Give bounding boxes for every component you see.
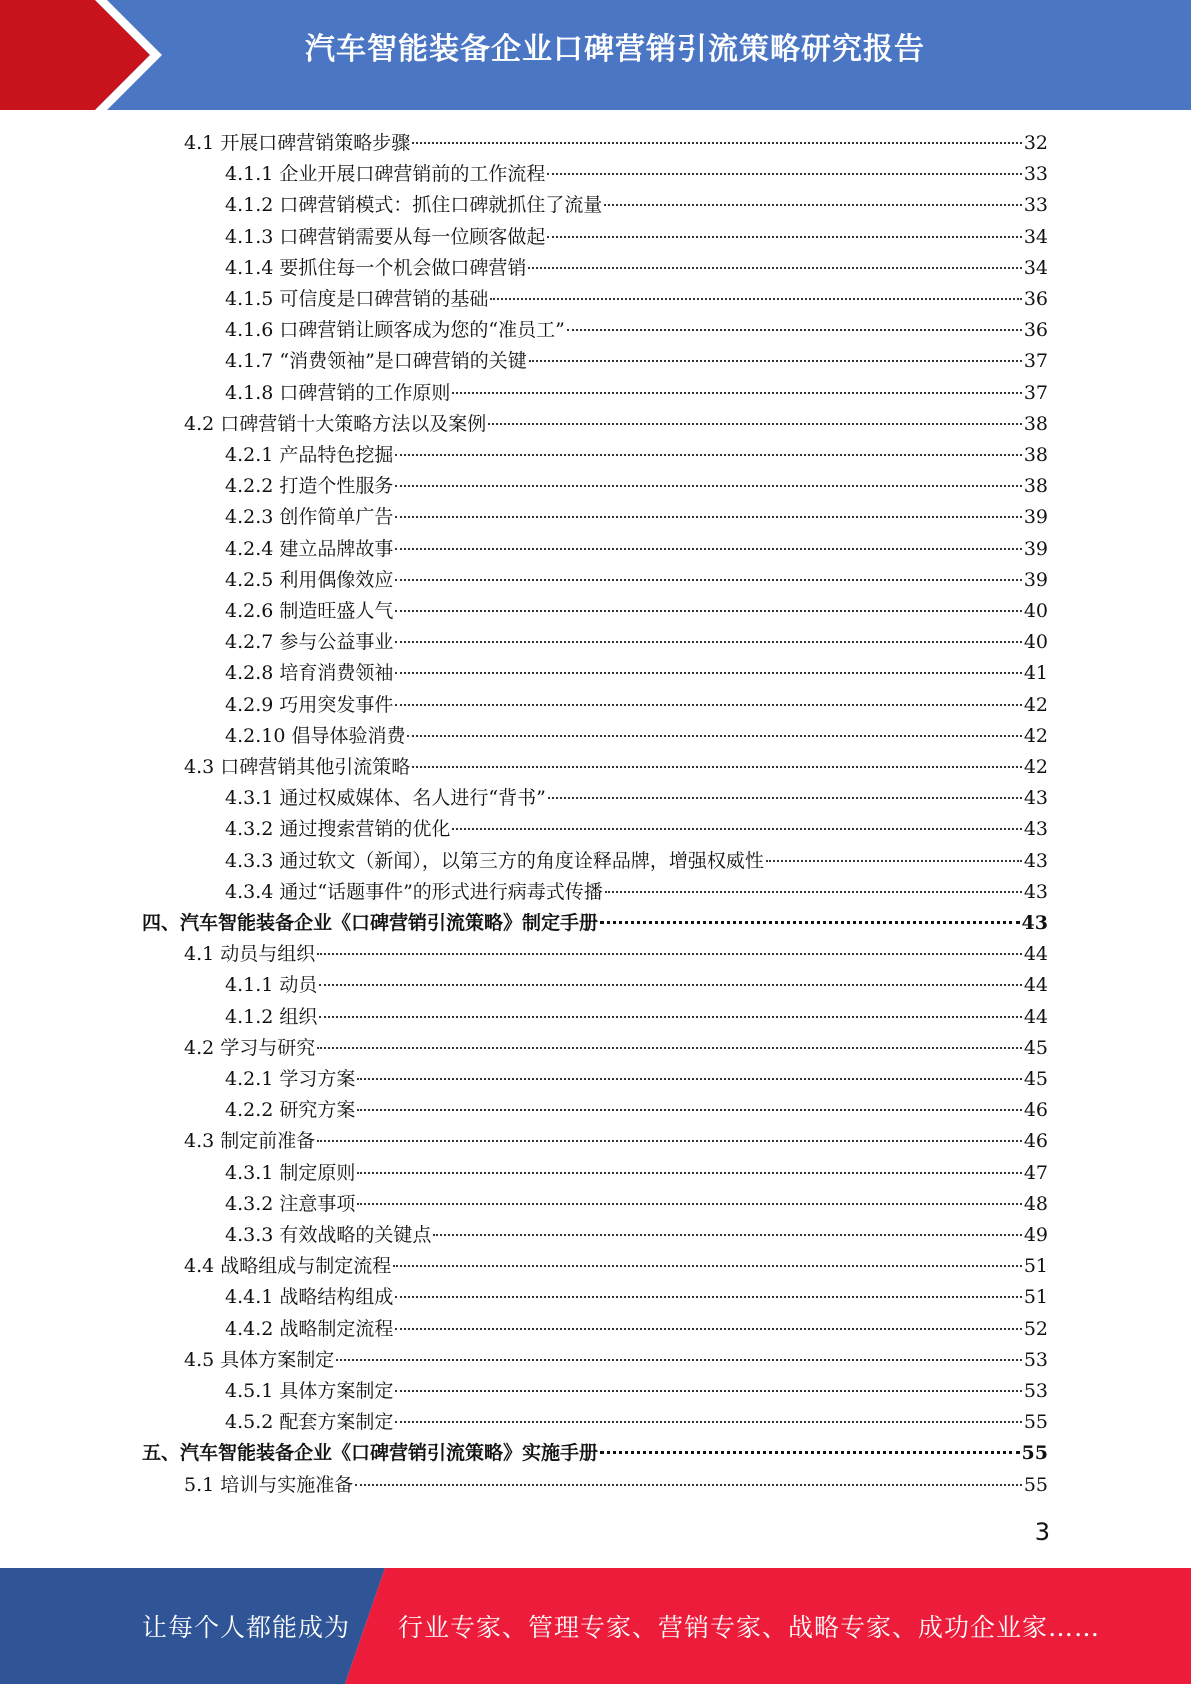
toc-entry-page: 40 bbox=[1023, 631, 1048, 653]
toc-entry-number: 4.4 bbox=[184, 1255, 215, 1277]
toc-entry-title: 注意事项 bbox=[279, 1193, 356, 1215]
toc-entry-page: 46 bbox=[1023, 1099, 1048, 1121]
toc-entry[interactable] bbox=[184, 939, 1048, 970]
toc-entry[interactable] bbox=[225, 877, 1048, 908]
toc-entry-title: 口碑营销十大策略方法以及案例 bbox=[220, 413, 487, 435]
toc-entry-title: 五、汽车智能装备企业《口碑营销引流策略》实施手册 bbox=[142, 1442, 599, 1464]
toc-entry[interactable] bbox=[225, 440, 1048, 471]
toc-entry[interactable] bbox=[225, 159, 1048, 190]
toc-entry-title: 口碑营销其他引流策略 bbox=[220, 756, 411, 778]
toc-entry-number: 4.2.1 bbox=[225, 444, 274, 466]
toc-entry[interactable] bbox=[225, 284, 1048, 315]
toc-entry-number: 4.1.2 bbox=[225, 1006, 274, 1028]
toc-entry-page: 55 bbox=[1023, 1411, 1048, 1433]
toc-entry-number: 4.1.2 bbox=[225, 194, 274, 216]
toc-dot-leader bbox=[600, 1451, 1020, 1454]
toc-entry-page: 39 bbox=[1023, 538, 1048, 560]
toc-entry-title: 动员 bbox=[279, 974, 318, 996]
toc-entry-title: 有效战略的关键点 bbox=[279, 1224, 432, 1246]
toc-entry-number: 4.2.7 bbox=[225, 631, 274, 653]
toc-dot-leader bbox=[317, 953, 1022, 955]
toc-entry-number: 4.1.4 bbox=[225, 257, 274, 279]
toc-dot-leader bbox=[529, 360, 1022, 362]
toc-dot-leader bbox=[357, 1203, 1021, 1205]
toc-entry-page: 32 bbox=[1023, 132, 1048, 154]
toc-entry-title: 制造旺盛人气 bbox=[279, 600, 394, 622]
toc-dot-leader bbox=[319, 1016, 1021, 1018]
toc-entry-title: 培育消费领袖 bbox=[279, 662, 394, 684]
toc-entry-number: 4.2 bbox=[184, 413, 215, 435]
toc-dot-leader bbox=[600, 921, 1020, 924]
toc-entry-number: 4.1.5 bbox=[225, 288, 274, 310]
toc-dot-leader bbox=[395, 672, 1021, 674]
toc-entry-number: 4.2.9 bbox=[225, 694, 274, 716]
toc-entry-title: 通过搜索营销的优化 bbox=[279, 818, 451, 840]
toc-entry[interactable] bbox=[184, 128, 1048, 159]
toc-entry-number: 4.3.1 bbox=[225, 787, 274, 809]
toc-entry-title: 开展口碑营销策略步骤 bbox=[220, 132, 411, 154]
page-number: 3 bbox=[1034, 1518, 1050, 1546]
toc-entry-title: 通过“话题事件”的形式进行病毒式传播 bbox=[279, 881, 603, 903]
toc-entry-page: 36 bbox=[1023, 319, 1048, 341]
toc-entry-page: 34 bbox=[1023, 226, 1048, 248]
toc-entry-page: 51 bbox=[1023, 1286, 1048, 1308]
toc-entry[interactable] bbox=[225, 1158, 1048, 1189]
toc-dot-leader bbox=[395, 516, 1021, 518]
toc-entry[interactable] bbox=[225, 471, 1048, 502]
toc-entry-title: 四、汽车智能装备企业《口碑营销引流策略》制定手册 bbox=[142, 912, 599, 934]
toc-dot-leader bbox=[528, 267, 1021, 269]
toc-entry[interactable] bbox=[225, 814, 1048, 845]
toc-entry-number: 4.3.4 bbox=[225, 881, 274, 903]
toc-entry[interactable] bbox=[184, 1033, 1048, 1064]
toc-entry-title: 制定原则 bbox=[279, 1162, 356, 1184]
toc-entry-title: 可信度是口碑营销的基础 bbox=[279, 288, 489, 310]
toc-entry-number: 4.3.1 bbox=[225, 1162, 274, 1184]
toc-entry[interactable] bbox=[225, 1189, 1048, 1220]
footer-slogan-left: 让每个人都能成为 bbox=[142, 1613, 351, 1642]
toc-entry-title: 动员与组织 bbox=[220, 943, 316, 965]
toc-entry-title: 产品特色挖掘 bbox=[279, 444, 394, 466]
toc-entry[interactable] bbox=[225, 502, 1048, 533]
toc-entry-title: 要抓住每一个机会做口碑营销 bbox=[279, 257, 527, 279]
toc-entry-page: 53 bbox=[1023, 1380, 1048, 1402]
toc-entry-title: 参与公益事业 bbox=[279, 631, 394, 653]
toc-entry-number: 4.2.3 bbox=[225, 506, 274, 528]
toc-dot-leader bbox=[452, 828, 1021, 830]
toc-entry-page: 44 bbox=[1023, 1006, 1048, 1028]
toc-entry[interactable] bbox=[225, 565, 1048, 596]
toc-entry-title: 配套方案制定 bbox=[279, 1411, 394, 1433]
toc-entry-title: 战略结构组成 bbox=[279, 1286, 394, 1308]
toc-entry-title: 通过软文（新闻），以第三方的角度诠释品牌，增强权威性 bbox=[279, 850, 764, 872]
toc-dot-leader bbox=[357, 1172, 1021, 1174]
toc-entry[interactable] bbox=[225, 1407, 1048, 1438]
toc-dot-leader bbox=[395, 454, 1021, 456]
toc-dot-leader bbox=[395, 1296, 1021, 1298]
toc-entry[interactable] bbox=[225, 253, 1048, 284]
toc-entry-page: 43 bbox=[1023, 850, 1048, 872]
toc-dot-leader bbox=[395, 1421, 1021, 1423]
toc-dot-leader bbox=[433, 1234, 1021, 1236]
toc-entry-number: 4.1.1 bbox=[225, 163, 274, 185]
toc-entry-number: 4.3.2 bbox=[225, 1193, 274, 1215]
toc-dot-leader bbox=[567, 329, 1022, 331]
toc-dot-leader bbox=[395, 485, 1021, 487]
toc-entry-number: 4.4.2 bbox=[225, 1318, 274, 1340]
toc-dot-leader bbox=[395, 1328, 1021, 1330]
toc-entry-title: 创作简单广告 bbox=[279, 506, 394, 528]
toc-entry[interactable] bbox=[225, 222, 1048, 253]
toc-entry-page: 43 bbox=[1021, 912, 1048, 934]
toc-dot-leader bbox=[548, 797, 1022, 799]
toc-dot-leader bbox=[490, 298, 1021, 300]
toc-entry[interactable] bbox=[225, 534, 1048, 565]
toc-entry-title: 具体方案制定 bbox=[220, 1349, 335, 1371]
toc-entry-title: 打造个性服务 bbox=[279, 475, 394, 497]
toc-entry[interactable] bbox=[225, 378, 1048, 409]
toc-entry-page: 42 bbox=[1023, 725, 1048, 747]
toc-entry-page: 53 bbox=[1023, 1349, 1048, 1371]
toc-entry[interactable] bbox=[225, 1095, 1048, 1126]
toc-entry[interactable] bbox=[225, 1282, 1048, 1313]
toc-entry-number: 4.3 bbox=[184, 756, 215, 778]
toc-entry-page: 38 bbox=[1023, 413, 1048, 435]
toc-entry-page: 34 bbox=[1023, 257, 1048, 279]
toc-entry-number: 4.2.4 bbox=[225, 538, 274, 560]
toc-dot-leader bbox=[547, 173, 1021, 175]
toc-entry-page: 45 bbox=[1023, 1068, 1048, 1090]
toc-entry-page: 55 bbox=[1021, 1442, 1048, 1464]
toc-entry-page: 45 bbox=[1023, 1037, 1048, 1059]
toc-entry-page: 41 bbox=[1023, 662, 1048, 684]
toc-entry-number: 4.2.1 bbox=[225, 1068, 274, 1090]
toc-dot-leader bbox=[395, 641, 1021, 643]
toc-entry-number: 4.3.2 bbox=[225, 818, 274, 840]
toc-entry[interactable] bbox=[225, 627, 1048, 658]
toc-entry[interactable] bbox=[225, 970, 1048, 1001]
toc-dot-leader bbox=[488, 423, 1022, 425]
toc-entry[interactable] bbox=[225, 1376, 1048, 1407]
toc-entry-page: 37 bbox=[1023, 382, 1048, 404]
toc-entry-title: “消费领袖”是口碑营销的关键 bbox=[279, 350, 527, 372]
toc-entry-title: 口碑营销让顾客成为您的“准员工” bbox=[279, 319, 565, 341]
toc-dot-leader bbox=[766, 860, 1022, 862]
toc-entry-page: 39 bbox=[1023, 569, 1048, 591]
toc-entry-title: 培训与实施准备 bbox=[220, 1474, 354, 1496]
toc-entry-title: 利用偶像效应 bbox=[279, 569, 394, 591]
toc-entry-page: 38 bbox=[1023, 444, 1048, 466]
toc-entry-page: 44 bbox=[1023, 974, 1048, 996]
toc-dot-leader bbox=[317, 1047, 1022, 1049]
toc-entry-number: 4.2.10 bbox=[225, 725, 286, 747]
toc-dot-leader bbox=[355, 1484, 1022, 1486]
toc-entry-title: 建立品牌故事 bbox=[279, 538, 394, 560]
toc-entry-page: 55 bbox=[1023, 1474, 1048, 1496]
toc-entry-title: 口碑营销需要从每一位顾客做起 bbox=[279, 226, 546, 248]
toc-entry-number: 4.5.2 bbox=[225, 1411, 274, 1433]
toc-entry[interactable] bbox=[184, 1126, 1048, 1157]
toc-entry-number: 4.1.8 bbox=[225, 382, 274, 404]
toc-entry-page: 38 bbox=[1023, 475, 1048, 497]
toc-entry[interactable] bbox=[184, 409, 1048, 440]
toc-entry[interactable] bbox=[225, 1314, 1048, 1345]
page-footer bbox=[0, 1568, 1191, 1684]
toc-entry[interactable] bbox=[225, 190, 1048, 221]
toc-entry[interactable] bbox=[142, 908, 1048, 939]
toc-entry-number: 4.1 bbox=[184, 943, 215, 965]
toc-entry-number: 4.2.8 bbox=[225, 662, 274, 684]
toc-entry[interactable] bbox=[225, 315, 1048, 346]
toc-entry-title: 企业开展口碑营销前的工作流程 bbox=[279, 163, 546, 185]
toc-entry[interactable] bbox=[225, 783, 1048, 814]
toc-entry-title: 学习与研究 bbox=[220, 1037, 316, 1059]
toc-dot-leader bbox=[319, 984, 1021, 986]
toc-entry-page: 48 bbox=[1023, 1193, 1048, 1215]
toc-entry[interactable] bbox=[225, 721, 1048, 752]
toc-entry[interactable] bbox=[225, 596, 1048, 627]
toc-entry-page: 43 bbox=[1023, 881, 1048, 903]
toc-entry-number: 4.3.3 bbox=[225, 1224, 274, 1246]
toc-entry[interactable] bbox=[225, 846, 1048, 877]
toc-entry-number: 4.3 bbox=[184, 1130, 215, 1152]
toc-entry-number: 4.1 bbox=[184, 132, 215, 154]
toc-dot-leader bbox=[395, 579, 1021, 581]
toc-entry-number: 4.1.7 bbox=[225, 350, 274, 372]
toc-entry-number: 4.5.1 bbox=[225, 1380, 274, 1402]
toc-entry[interactable] bbox=[225, 1002, 1048, 1033]
toc-entry-number: 4.1.6 bbox=[225, 319, 274, 341]
toc-entry[interactable] bbox=[225, 1064, 1048, 1095]
toc-entry-number: 4.2.2 bbox=[225, 475, 274, 497]
toc-entry-number: 4.2 bbox=[184, 1037, 215, 1059]
toc-entry[interactable] bbox=[225, 1220, 1048, 1251]
toc-entry-title: 组织 bbox=[279, 1006, 318, 1028]
toc-entry-title: 研究方案 bbox=[279, 1099, 356, 1121]
toc-dot-leader bbox=[412, 142, 1022, 144]
toc-entry-title: 具体方案制定 bbox=[279, 1380, 394, 1402]
toc-entry-number: 4.2.2 bbox=[225, 1099, 274, 1121]
toc-entry-page: 46 bbox=[1023, 1130, 1048, 1152]
toc-entry[interactable] bbox=[184, 752, 1048, 783]
toc-dot-leader bbox=[547, 236, 1021, 238]
page-header bbox=[0, 0, 1191, 110]
toc-dot-leader bbox=[604, 204, 1021, 206]
toc-entry-title: 制定前准备 bbox=[220, 1130, 316, 1152]
toc-entry-page: 47 bbox=[1023, 1162, 1048, 1184]
toc-entry-page: 44 bbox=[1023, 943, 1048, 965]
toc-entry-page: 42 bbox=[1023, 694, 1048, 716]
toc-entry[interactable] bbox=[142, 1438, 1048, 1469]
toc-entry-page: 37 bbox=[1023, 350, 1048, 372]
toc-entry-number: 4.4.1 bbox=[225, 1286, 274, 1308]
toc-entry-title: 口碑营销模式：抓住口碑就抓住了流量 bbox=[279, 194, 603, 216]
toc-dot-leader bbox=[357, 1078, 1021, 1080]
toc-entry-page: 40 bbox=[1023, 600, 1048, 622]
toc-entry-page: 36 bbox=[1023, 288, 1048, 310]
toc-dot-leader bbox=[605, 891, 1022, 893]
toc-dot-leader bbox=[395, 1390, 1021, 1392]
toc-entry-page: 43 bbox=[1023, 818, 1048, 840]
toc-dot-leader bbox=[317, 1140, 1022, 1142]
toc-entry[interactable] bbox=[225, 346, 1048, 377]
toc-entry-page: 49 bbox=[1023, 1224, 1048, 1246]
toc-entry-page: 33 bbox=[1023, 163, 1048, 185]
toc-entry-page: 42 bbox=[1023, 756, 1048, 778]
toc-entry-title: 倡导体验消费 bbox=[291, 725, 406, 747]
toc-entry-number: 4.2.5 bbox=[225, 569, 274, 591]
footer-slogan-right: 行业专家、管理专家、营销专家、战略专家、成功企业家…… bbox=[398, 1613, 1101, 1642]
toc-dot-leader bbox=[357, 1109, 1021, 1111]
toc-entry-number: 4.3.3 bbox=[225, 850, 274, 872]
toc-entry-page: 33 bbox=[1023, 194, 1048, 216]
toc-dot-leader bbox=[395, 548, 1021, 550]
toc-entry[interactable] bbox=[184, 1470, 1048, 1501]
toc-dot-leader bbox=[412, 766, 1022, 768]
toc-dot-leader bbox=[393, 1265, 1022, 1267]
toc-entry-title: 通过权威媒体、名人进行“背书” bbox=[279, 787, 546, 809]
toc-entry-number: 4.5 bbox=[184, 1349, 215, 1371]
toc-entry[interactable] bbox=[184, 1345, 1048, 1376]
toc-entry-title: 战略制定流程 bbox=[279, 1318, 394, 1340]
document-title: 汽车智能装备企业口碑营销引流策略研究报告 bbox=[305, 32, 925, 67]
toc-entry-number: 4.1.1 bbox=[225, 974, 274, 996]
toc-entry-page: 51 bbox=[1023, 1255, 1048, 1277]
toc-entry[interactable] bbox=[225, 658, 1048, 689]
toc-entry-number: 5.1 bbox=[184, 1474, 215, 1496]
toc-dot-leader bbox=[336, 1359, 1022, 1361]
toc-entry-page: 52 bbox=[1023, 1318, 1048, 1340]
toc-entry-number: 4.1.3 bbox=[225, 226, 274, 248]
toc-entry-title: 战略组成与制定流程 bbox=[220, 1255, 392, 1277]
toc-dot-leader bbox=[395, 610, 1021, 612]
toc-entry-page: 39 bbox=[1023, 506, 1048, 528]
toc-dot-leader bbox=[407, 735, 1021, 737]
toc-entry-page: 43 bbox=[1023, 787, 1048, 809]
toc-entry-title: 口碑营销的工作原则 bbox=[279, 382, 451, 404]
toc-entry-number: 4.2.6 bbox=[225, 600, 274, 622]
toc-dot-leader bbox=[452, 392, 1021, 394]
toc-entry-title: 巧用突发事件 bbox=[279, 694, 394, 716]
toc-dot-leader bbox=[395, 704, 1021, 706]
toc-entry[interactable] bbox=[184, 1251, 1048, 1282]
toc-entry[interactable] bbox=[225, 690, 1048, 721]
toc-entry-title: 学习方案 bbox=[279, 1068, 356, 1090]
